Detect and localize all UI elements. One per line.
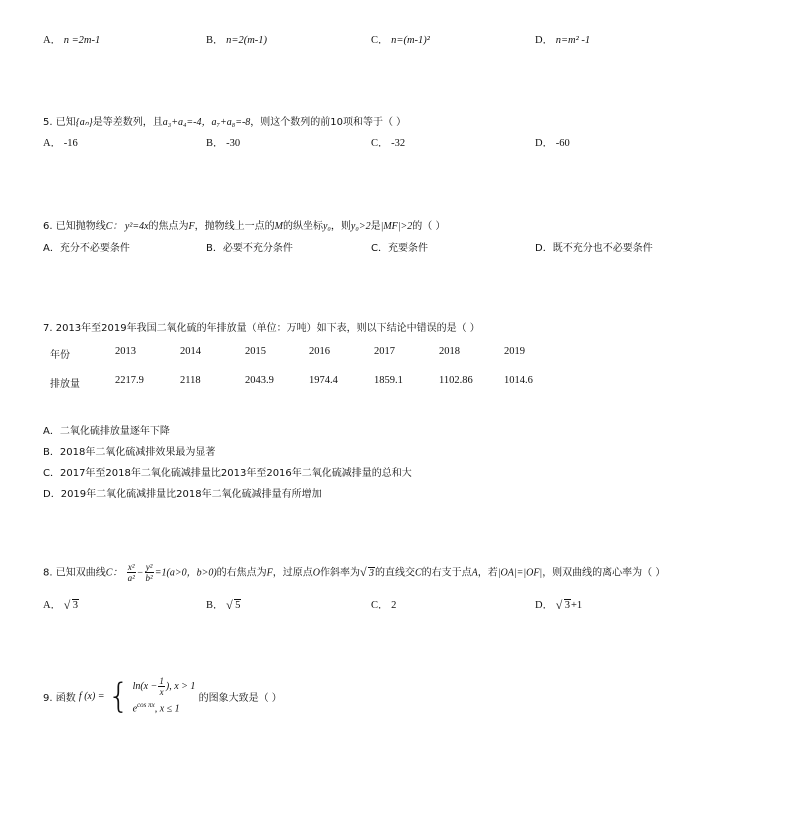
- q8-option-a-sqrt-value: 3: [72, 600, 78, 611]
- q8-option-a-sqrt: [64, 600, 79, 611]
- q9-piecewise: [133, 676, 196, 717]
- q8-frac-x: [127, 562, 136, 583]
- q7-table-value: 1974.4: [309, 375, 338, 386]
- q7-table-year: 2018: [439, 346, 460, 357]
- q9-stem: [43, 676, 282, 717]
- q9-piece-2-exp: cos πx: [137, 701, 155, 709]
- q7-option-a[interactable]: [43, 422, 170, 437]
- q7-option-a-letter: A．: [43, 426, 60, 437]
- q6-option-c-letter: C．: [371, 243, 388, 254]
- q4-option-b[interactable]: [206, 32, 267, 47]
- q6-stem-cond: y₀>2: [350, 221, 371, 232]
- q5-option-c-text: -32: [391, 138, 406, 149]
- q7-option-c-text: 2017年至2018年二氧化硫减排量比2013年至2016年二氧化硫减排量的总和大: [59, 468, 412, 479]
- q6-option-d[interactable]: [535, 239, 653, 254]
- q5-option-a[interactable]: [43, 135, 78, 150]
- q4-option-c-letter: C．: [371, 35, 389, 46]
- q8-eq-tail: =1(a>0，b>0): [154, 567, 217, 579]
- q5-option-b-letter: B．: [206, 138, 224, 149]
- q4-option-c-text: n=(m-1)²: [391, 35, 430, 46]
- q6-stem-mid2: ，抛物线上一点的: [194, 221, 275, 232]
- q8-stem-f: F: [266, 567, 273, 579]
- q6-stem-mid5: 是: [370, 221, 381, 232]
- q5-option-c-letter: C．: [371, 138, 389, 149]
- q5-option-d[interactable]: [535, 135, 570, 150]
- q8-option-b-sqrt: [226, 600, 241, 611]
- q9-piece-1-a: ln(x −: [132, 680, 158, 692]
- q5-stem: [43, 113, 406, 128]
- q7-option-d-text: 2019年二氧化硫减排量比2018年二氧化硫减排量有所增加: [60, 489, 322, 500]
- q7-option-b-text: 2018年二氧化硫减排效果最为显著: [59, 447, 216, 458]
- q4-option-a-letter: A．: [43, 35, 62, 46]
- q8-stem-mid: 的右焦点为: [216, 567, 267, 579]
- q5-stem-seq: {aₙ}: [75, 117, 93, 128]
- q8-option-c-letter: C．: [371, 600, 389, 611]
- q6-stem-m: M: [274, 221, 283, 232]
- q8-stem: [43, 562, 665, 585]
- q6-stem: [43, 217, 445, 232]
- q8-frac-y-num: y²: [145, 562, 153, 572]
- q8-stem-sqrt: [360, 563, 375, 585]
- q7-option-d[interactable]: [43, 485, 322, 500]
- q7-option-b-letter: B．: [43, 447, 60, 458]
- q6-stem-eq: C： y²=4x: [105, 221, 149, 232]
- q7-table-year: 2016: [309, 346, 330, 357]
- q9-piece-1: [133, 676, 196, 697]
- q4-option-c[interactable]: [371, 32, 430, 47]
- q7-option-d-letter: D．: [43, 489, 61, 500]
- q8-option-d-letter: D．: [535, 600, 554, 611]
- q8-minus: −: [136, 567, 144, 579]
- q8-option-a-letter: A．: [43, 600, 62, 611]
- q7-table-value: 2217.9: [115, 375, 144, 386]
- q8-stem-mid5: 的右支于点: [421, 567, 472, 579]
- q5-option-a-letter: A．: [43, 138, 62, 149]
- q8-option-d-sqrt-value: 3: [564, 600, 570, 611]
- q6-stem-cond2: |MF|>2: [380, 221, 413, 232]
- q6-option-d-letter: D．: [535, 243, 553, 254]
- q6-stem-y0: y₀: [322, 221, 331, 232]
- q8-stem-c2: C: [415, 567, 422, 579]
- q5-stem-suffix: ，则这个数列的前10项和等于（ ）: [250, 117, 407, 128]
- q7-table-year: 2019: [504, 346, 525, 357]
- q8-stem-sqrt-value: 3: [369, 567, 374, 579]
- q7-option-a-text: 二氧化硫排放量逐年下降: [59, 426, 170, 437]
- q5-option-a-text: -16: [63, 138, 78, 149]
- q6-stem-mid4: ，则: [330, 221, 351, 232]
- q6-stem-mid3: 的纵坐标: [282, 221, 323, 232]
- q5-stem-mid: 是等差数列，且: [92, 117, 163, 128]
- q7-table-value: 2043.9: [245, 375, 274, 386]
- q8-frac-y: [145, 562, 154, 583]
- q6-stem-mid: 的焦点为: [148, 221, 189, 232]
- q8-option-d-sqrt: [556, 600, 571, 611]
- q8-frac-y-den: b²: [145, 573, 153, 583]
- q8-option-d-tail: +1: [570, 600, 583, 611]
- q8-option-b-letter: B．: [206, 600, 224, 611]
- q6-stem-suffix: 的（ ）: [412, 221, 446, 232]
- q8-stem-mid4: 的直线交: [375, 567, 415, 579]
- q5-option-b[interactable]: [206, 135, 240, 150]
- q6-stem-f: F: [188, 221, 195, 232]
- q8-stem-o: O: [312, 567, 320, 579]
- q8-stem-c: C：: [105, 567, 123, 579]
- q6-option-b-text: 必要不充分条件: [222, 243, 293, 254]
- q6-option-a-letter: A．: [43, 243, 60, 254]
- q9-piece-1-frac-num: 1: [159, 676, 164, 686]
- q7-option-b[interactable]: [43, 443, 215, 458]
- q9-piece-1-frac-den: x: [159, 687, 164, 697]
- q9-piece-1-b: ), x > 1: [165, 680, 196, 692]
- q6-option-c-text: 充要条件: [387, 243, 428, 254]
- q7-table-year: 2013: [115, 346, 136, 357]
- q7-table-value: 1102.86: [439, 375, 473, 386]
- q7-table-value: 2118: [180, 375, 201, 386]
- q6-option-b[interactable]: [206, 239, 293, 254]
- q7-option-c[interactable]: [43, 464, 412, 479]
- q7-stem: 7. 2013年至2019年我国二氧化硫的年排放量（单位：万吨）如下表，则以下结论中错误的是（ ）: [43, 323, 480, 334]
- q5-option-d-text: -60: [555, 138, 570, 149]
- q9-stem-prefix: 9. 函数: [43, 693, 76, 705]
- q8-frac-x-den: a²: [127, 573, 135, 583]
- q8-stem-mid3: 作斜率为: [320, 567, 360, 579]
- q8-stem-prefix: 8. 已知双曲线: [43, 567, 106, 579]
- q8-stem-mid6: ，若: [477, 567, 498, 579]
- q8-stem-suffix: ，则双曲线的离心率为（ ）: [542, 567, 666, 579]
- q4-option-a[interactable]: [43, 32, 100, 47]
- q8-stem-mid2: ，过原点: [272, 567, 313, 579]
- q4-option-a-text: n =2m-1: [63, 35, 101, 46]
- q7-table-value: 1859.1: [374, 375, 403, 386]
- q7-table-header-label: 年份: [50, 350, 70, 361]
- q8-stem-a: A: [471, 567, 478, 579]
- q6-option-d-text: 既不充分也不必要条件: [552, 243, 653, 254]
- q8-option-c[interactable]: [371, 597, 396, 612]
- q8-option-d[interactable]: [535, 597, 582, 612]
- q6-option-a[interactable]: [43, 239, 130, 254]
- q5-stem-prefix: 5. 已知: [43, 117, 76, 128]
- q9-piece-2-base: e: [132, 703, 138, 715]
- q8-option-c-text: 2: [391, 600, 397, 611]
- q4-option-b-letter: B．: [206, 35, 224, 46]
- q7-table-year: 2015: [245, 346, 266, 357]
- q9-stem-suffix: 的图象大致是（ ）: [198, 693, 282, 705]
- q7-table-row-label: 排放量: [50, 379, 80, 390]
- q8-option-b[interactable]: [206, 597, 241, 612]
- q8-option-a[interactable]: [43, 597, 79, 612]
- q7-table-year: 2014: [180, 346, 201, 357]
- q8-option-b-sqrt-value: 5: [235, 600, 241, 611]
- q5-option-d-letter: D．: [535, 138, 554, 149]
- q9-piece-2-b: , x ≤ 1: [154, 703, 180, 715]
- q9-fx: f (x) =: [78, 691, 105, 703]
- q7-table-value: 1014.6: [504, 375, 533, 386]
- q5-stem-cond: a₃+a₄=-4，a₇+a₈=-8: [162, 117, 251, 128]
- q4-option-d[interactable]: [535, 32, 590, 47]
- q6-option-c[interactable]: [371, 239, 428, 254]
- q8-stem-cond: |OA|=|OF|: [497, 567, 543, 579]
- q7-option-c-letter: C．: [43, 468, 60, 479]
- q8-frac-x-num: x²: [127, 562, 135, 572]
- left-brace-icon: {: [107, 676, 130, 717]
- q5-option-c[interactable]: [371, 135, 405, 150]
- q4-option-d-text: n=m² -1: [555, 35, 591, 46]
- q4-option-b-text: n=2(m-1): [226, 35, 268, 46]
- q5-option-b-text: -30: [226, 138, 241, 149]
- q9-piece-2: [133, 697, 196, 717]
- q4-option-d-letter: D．: [535, 35, 554, 46]
- q7-table-year: 2017: [374, 346, 395, 357]
- q6-option-b-letter: B．: [206, 243, 223, 254]
- q6-option-a-text: 充分不必要条件: [59, 243, 130, 254]
- q6-stem-prefix: 6. 已知抛物线: [43, 221, 106, 232]
